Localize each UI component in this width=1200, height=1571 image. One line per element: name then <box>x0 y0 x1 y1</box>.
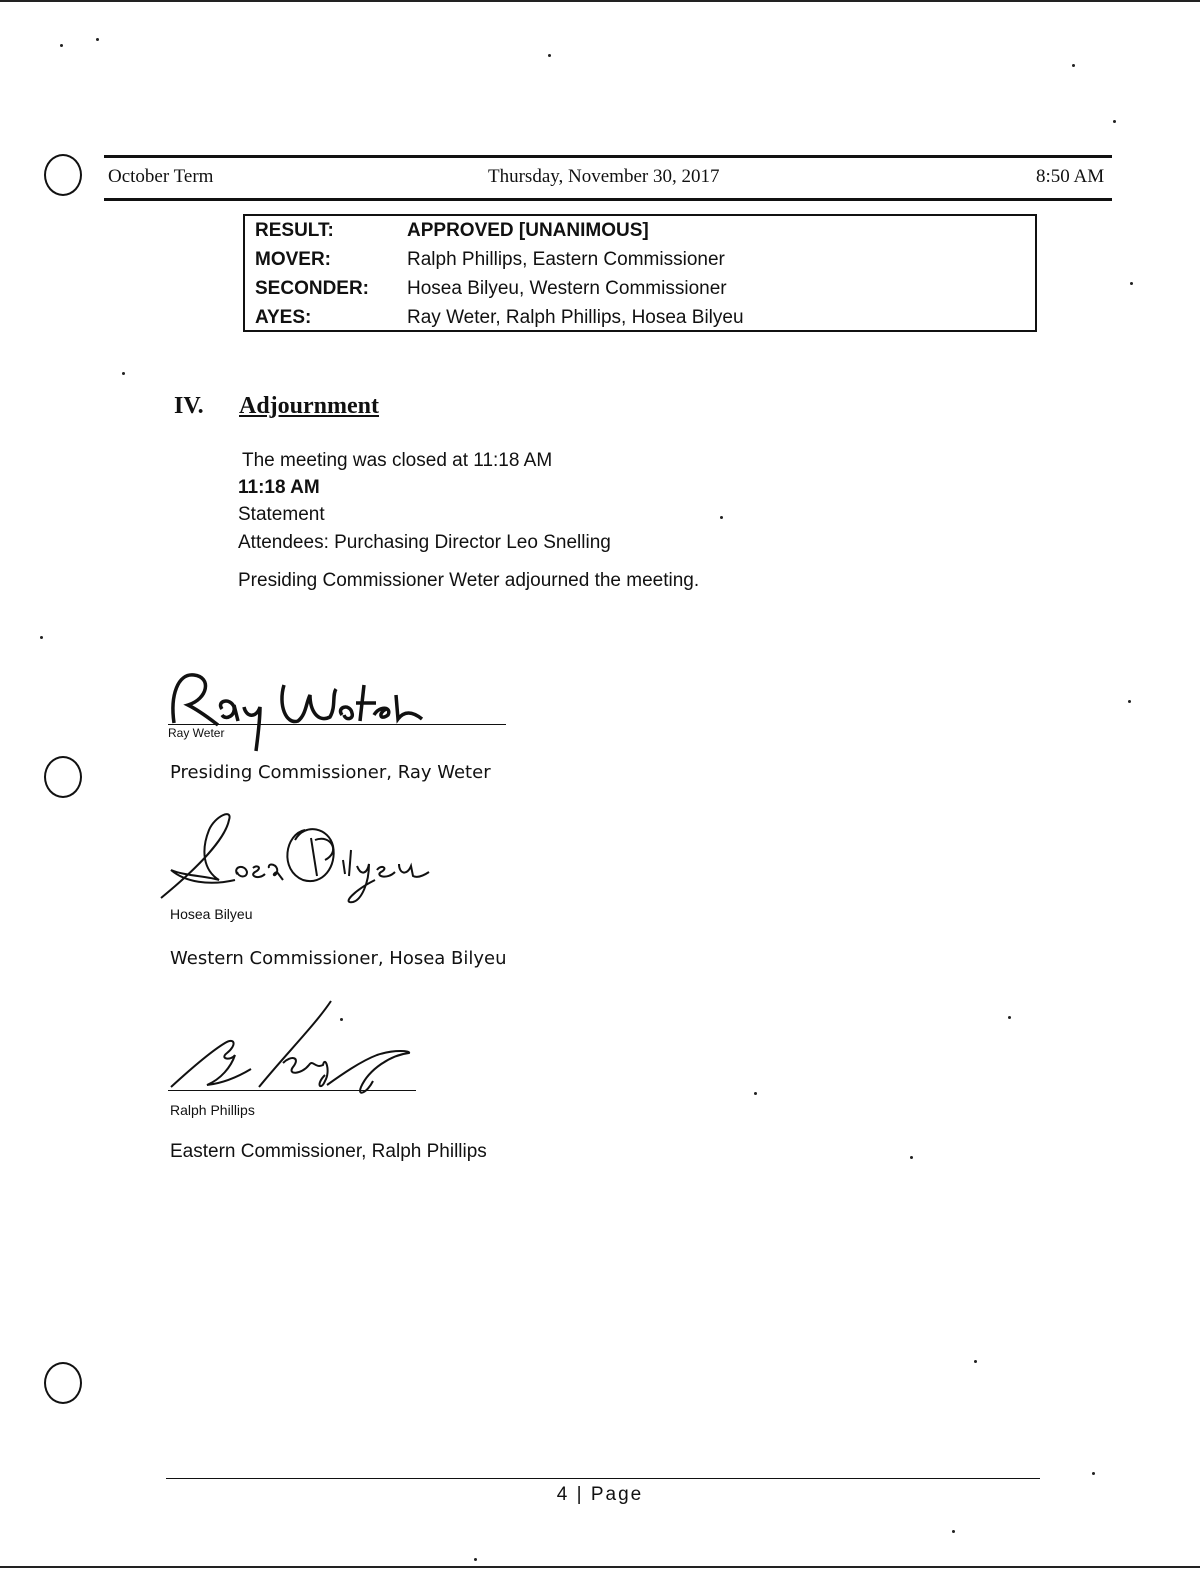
seconder-value: Hosea Bilyeu, Western Commissioner <box>407 278 727 299</box>
scan-speck <box>1113 120 1116 123</box>
statement-label: Statement <box>238 504 325 525</box>
signature-line-3 <box>168 1090 416 1091</box>
scan-speck <box>1008 1016 1011 1019</box>
header-rule-bottom <box>104 198 1112 201</box>
signature-ray-weter <box>160 655 460 755</box>
scan-speck <box>96 38 99 41</box>
ayes-value: Ray Weter, Ralph Phillips, Hosea Bilyeu <box>407 307 744 328</box>
scan-speck <box>754 1092 757 1095</box>
result-value: APPROVED [UNANIMOUS] <box>407 220 649 241</box>
signer-title-ralph-phillips: Eastern Commissioner, Ralph Phillips <box>170 1141 487 1162</box>
mover-value: Ralph Phillips, Eastern Commissioner <box>407 249 725 270</box>
signer-name-ralph-phillips: Ralph Phillips <box>170 1102 255 1118</box>
header-rule-top <box>104 155 1112 158</box>
signer-title-hosea-bilyeu: Western Commissioner, Hosea Bilyeu <box>170 948 507 969</box>
adjourned-line: Presiding Commissioner Weter adjourned the meeting. <box>238 570 700 591</box>
scan-speck <box>952 1530 955 1533</box>
seconder-label: SECONDER: <box>255 278 370 299</box>
closing-time: 11:18 AM <box>238 477 320 498</box>
scan-bottom-edge <box>0 1566 1200 1568</box>
signer-name-ray-weter: Ray Weter <box>168 726 225 740</box>
signature-hosea-bilyeu <box>155 810 455 910</box>
header-date: Thursday, November 30, 2017 <box>488 166 720 187</box>
mover-label: MOVER: <box>255 249 331 270</box>
scan-speck <box>548 54 551 57</box>
signature-line-1 <box>168 724 506 725</box>
scan-speck <box>340 1018 343 1021</box>
signer-title-ray-weter: Presiding Commissioner, Ray Weter <box>170 762 491 783</box>
binder-hole-bottom <box>44 1362 82 1404</box>
signature-ralph-phillips <box>165 995 425 1105</box>
binder-hole-top <box>44 154 82 196</box>
scan-speck <box>60 44 63 47</box>
ayes-label: AYES: <box>255 307 312 328</box>
scan-speck <box>1128 700 1131 703</box>
section-title: Adjournment <box>239 393 380 419</box>
closing-statement: The meeting was closed at 11:18 AM <box>242 450 553 471</box>
binder-hole-middle <box>44 756 82 798</box>
scan-speck <box>974 1360 977 1363</box>
scan-speck <box>1092 1472 1095 1475</box>
scan-speck <box>910 1156 913 1159</box>
scan-speck <box>720 516 723 519</box>
scan-speck <box>1130 282 1133 285</box>
attendees-line: Attendees: Purchasing Director Leo Snelling <box>238 532 611 553</box>
signer-name-hosea-bilyeu: Hosea Bilyeu <box>170 906 253 922</box>
header-time: 8:50 AM <box>1036 166 1105 187</box>
scan-speck <box>40 636 43 639</box>
footer-rule <box>166 1478 1040 1479</box>
page-number: 4 | Page <box>556 1484 644 1505</box>
scan-speck <box>1072 64 1075 67</box>
motion-result-box <box>243 214 1037 332</box>
section-number: IV. <box>174 393 204 419</box>
scan-speck <box>474 1558 477 1561</box>
scan-top-edge <box>0 0 1200 2</box>
scan-speck <box>122 372 125 375</box>
result-label: RESULT: <box>255 220 334 241</box>
header-term: October Term <box>108 166 214 187</box>
